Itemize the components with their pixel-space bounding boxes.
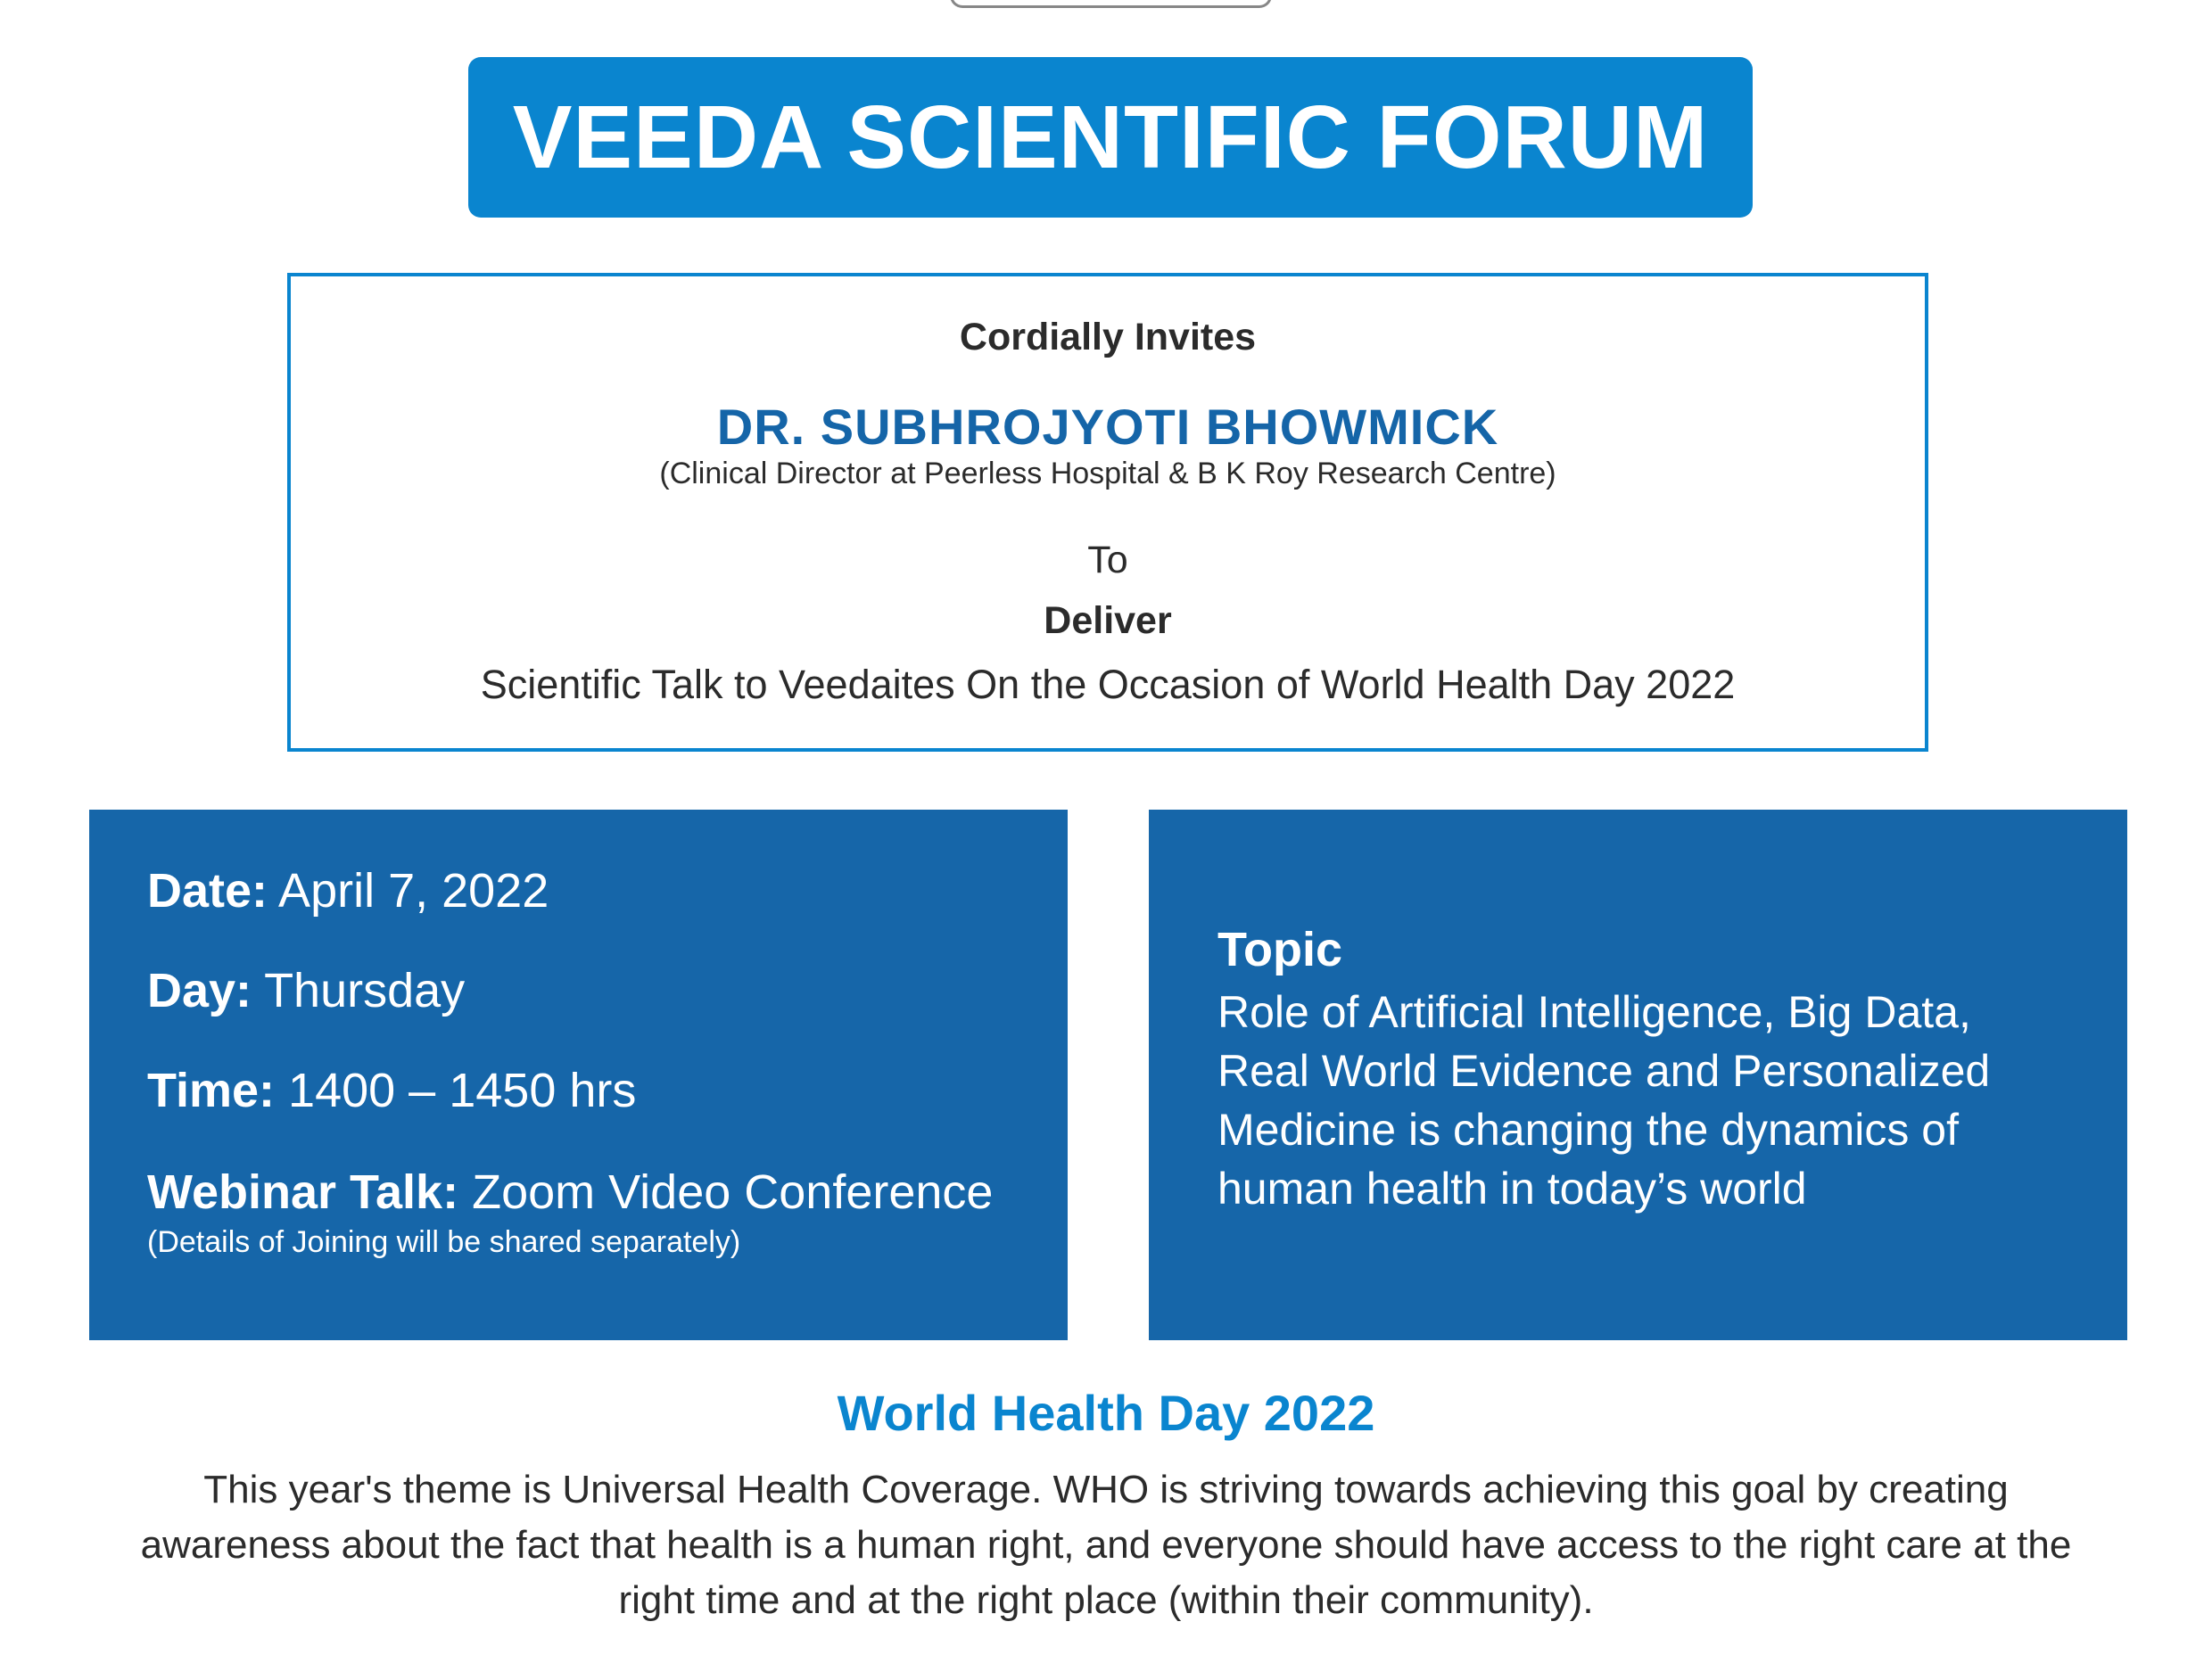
speaker-role: (Clinical Director at Peerless Hospital & B K Roy Research Centre) xyxy=(659,457,1556,490)
date-row xyxy=(147,863,549,918)
world-health-day-body: This year's theme is Universal Health Coverage. WHO is striving towards achieving this goal by creating awareness about the fact that health is a human right, and everyone should have access to the right care at the right time and at the right place (within their community). xyxy=(140,1468,2072,1622)
invitation-intro: Cordially Invites xyxy=(959,316,1257,358)
time-label: Time: xyxy=(147,1064,276,1117)
world-health-day-title: World Health Day 2022 xyxy=(837,1385,1375,1441)
forum-title: VEEDA SCIENTIFIC FORUM xyxy=(512,86,1709,187)
date-label: Date: xyxy=(147,864,268,918)
webinar-label: Webinar Talk: xyxy=(147,1165,459,1219)
forum-banner xyxy=(468,57,1753,218)
to-text: To xyxy=(1087,539,1128,581)
topic-text: Role of Artificial Intelligence, Big Data, Real World Evidence and Personalized Medicine is changing the dynamics of human health in today’s world xyxy=(1217,987,1991,1214)
webinar-row xyxy=(147,1165,993,1220)
invitation-box xyxy=(287,273,1928,752)
time-value: 1400 – 1450 hrs xyxy=(275,1064,637,1117)
topic-panel xyxy=(1149,810,2127,1340)
date-value: April 7, 2022 xyxy=(268,864,549,918)
top-bracket-fragment xyxy=(950,0,1272,8)
day-value: Thursday xyxy=(252,964,466,1017)
webinar-value: Zoom Video Conference xyxy=(458,1165,994,1219)
day-row xyxy=(147,963,465,1018)
day-label: Day: xyxy=(147,964,252,1017)
speaker-name: DR. SUBHROJYOTI BHOWMICK xyxy=(716,399,1499,455)
time-row xyxy=(147,1063,636,1118)
deliver-text: Deliver xyxy=(1044,599,1172,642)
topic-label: Topic xyxy=(1217,923,1342,976)
talk-description: Scientific Talk to Veedaites On the Occasion of World Health Day 2022 xyxy=(480,662,1736,707)
event-details-panel xyxy=(89,810,1068,1340)
joining-note: (Details of Joining will be shared separately) xyxy=(147,1225,741,1259)
